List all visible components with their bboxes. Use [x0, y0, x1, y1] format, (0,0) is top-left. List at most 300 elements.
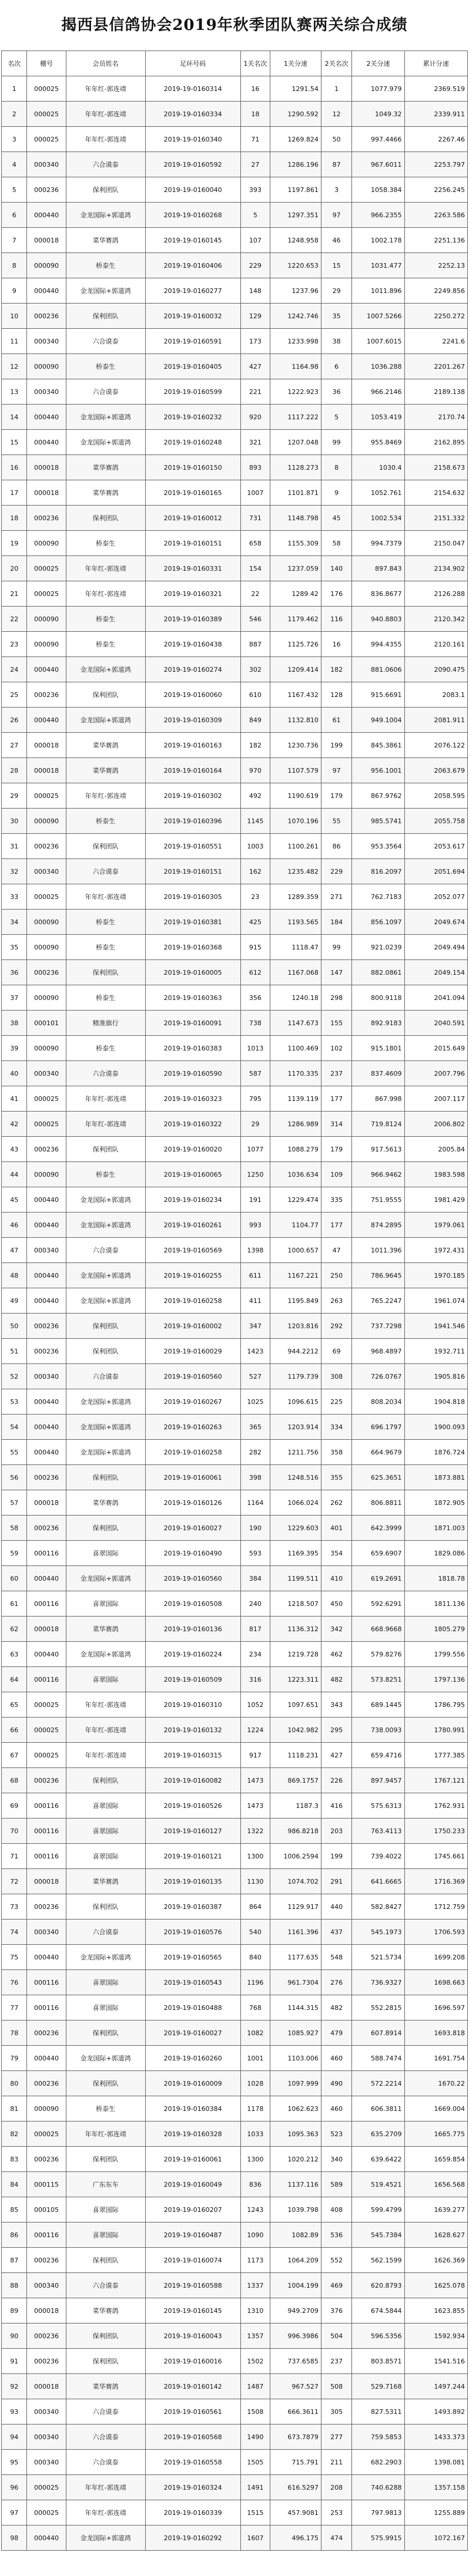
cell-round1-rank: 970: [240, 758, 270, 783]
cell-round2-rank: 253: [321, 2500, 352, 2526]
cell-round2-speed: 642.3999: [352, 1516, 404, 1541]
cell-total-speed: 2015.649: [404, 1036, 467, 1061]
table-row: [2, 2046, 468, 2071]
cell-rank: 25: [2, 682, 27, 708]
cell-round2-rank: 36: [321, 379, 352, 405]
cell-round2-speed: 1036.288: [352, 354, 404, 379]
cell-round1-speed: 1128.273: [270, 455, 321, 480]
cell-ring-no: 000340: [27, 2399, 66, 2425]
cell-round2-rank: 38: [321, 329, 352, 354]
cell-round1-rank: 173: [240, 329, 270, 354]
cell-round1-rank: 221: [240, 379, 270, 405]
cell-round1-rank: 365: [240, 1415, 270, 1440]
cell-round2-rank: 35: [321, 304, 352, 329]
cell-member: 金龙国际+郭道鸿: [66, 1389, 145, 1415]
cell-member: 年年红-郭连靖: [66, 2500, 145, 2526]
cell-ring-no: 000025: [27, 2122, 66, 2147]
table-row: [2, 2298, 468, 2324]
cell-total-speed: 1659.854: [404, 2147, 467, 2172]
cell-ring-no: 000236: [27, 960, 66, 985]
cell-total-speed: 1639.277: [404, 2197, 467, 2223]
cell-round2-rank: 8: [321, 455, 352, 480]
table-row: [2, 1440, 468, 1465]
cell-round2-rank: 99: [321, 430, 352, 455]
cell-round1-rank: 993: [240, 1213, 270, 1238]
cell-member: 保利团队: [66, 1339, 145, 1364]
cell-code: 2019-19-0160005: [145, 960, 240, 985]
cell-round1-rank: 154: [240, 556, 270, 581]
table-row: [2, 809, 468, 834]
cell-round2-speed: 897.9457: [352, 1768, 404, 1793]
table-row: [2, 1465, 468, 1490]
cell-ring-no: 000440: [27, 430, 66, 455]
cell-round1-rank: 427: [240, 354, 270, 379]
cell-round1-rank: 1145: [240, 809, 270, 834]
cell-round1-rank: 817: [240, 1617, 270, 1642]
cell-round2-rank: 416: [321, 1793, 352, 1819]
cell-round2-rank: 61: [321, 708, 352, 733]
cell-round1-speed: 1167.432: [270, 682, 321, 708]
cell-rank: 59: [2, 1541, 27, 1566]
cell-ring-no: 000025: [27, 1112, 66, 1137]
cell-member: 桥泰生: [66, 253, 145, 278]
cell-code: 2019-19-0160488: [145, 1995, 240, 2021]
cell-total-speed: 2076.122: [404, 733, 467, 758]
cell-code: 2019-19-0160061: [145, 2147, 240, 2172]
cell-round2-speed: 994.4355: [352, 632, 404, 657]
cell-code: 2019-19-0160334: [145, 102, 240, 127]
cell-member: 喜翠国际: [66, 1844, 145, 1869]
cell-round2-rank: 482: [321, 1995, 352, 2021]
cell-round1-speed: 1290.592: [270, 102, 321, 127]
cell-round2-rank: 358: [321, 1440, 352, 1465]
cell-round2-rank: 305: [321, 2399, 352, 2425]
cell-round1-rank: 795: [240, 1086, 270, 1112]
table-row: [2, 708, 468, 733]
table-row: [2, 935, 468, 960]
table-row: [2, 1743, 468, 1768]
header-round2-speed: 2关分速: [352, 51, 404, 76]
table-row: [2, 1869, 468, 1894]
cell-round1-speed: 1006.2594: [270, 1844, 321, 1869]
cell-rank: 9: [2, 278, 27, 304]
cell-round1-speed: 967.527: [270, 2374, 321, 2399]
cell-rank: 65: [2, 1692, 27, 1718]
cell-round2-rank: 308: [321, 1364, 352, 1389]
cell-round2-speed: 620.8793: [352, 2273, 404, 2298]
cell-round1-speed: 1233.998: [270, 329, 321, 354]
cell-total-speed: 1872.905: [404, 1490, 467, 1516]
cell-code: 2019-19-0160258: [145, 1440, 240, 1465]
cell-ring-no: 000440: [27, 1389, 66, 1415]
cell-round2-rank: 55: [321, 809, 352, 834]
cell-member: 保利团队: [66, 834, 145, 859]
cell-round1-speed: 1117.222: [270, 405, 321, 430]
cell-round1-rank: 1001: [240, 2046, 270, 2071]
cell-code: 2019-19-0160151: [145, 531, 240, 556]
cell-round1-rank: 234: [240, 1642, 270, 1667]
cell-rank: 44: [2, 1162, 27, 1187]
cell-round1-speed: 1062.623: [270, 2096, 321, 2122]
cell-rank: 33: [2, 884, 27, 910]
table-row: [2, 2526, 468, 2551]
cell-round2-speed: 740.6288: [352, 2475, 404, 2500]
cell-round2-rank: 276: [321, 1970, 352, 1995]
cell-round1-rank: 1028: [240, 2071, 270, 2096]
cell-rank: 63: [2, 1642, 27, 1667]
cell-ring-no: 000090: [27, 354, 66, 379]
cell-rank: 97: [2, 2500, 27, 2526]
cell-round2-speed: 837.4609: [352, 1061, 404, 1086]
cell-round2-speed: 881.0606: [352, 657, 404, 682]
cell-round1-speed: 1100.469: [270, 1036, 321, 1061]
cell-round2-rank: 116: [321, 607, 352, 632]
cell-member: 桥泰生: [66, 1162, 145, 1187]
cell-member: 菜华赛鸽: [66, 758, 145, 783]
cell-round1-rank: 1013: [240, 1036, 270, 1061]
table-row: [2, 2475, 468, 2500]
cell-code: 2019-19-0160302: [145, 783, 240, 809]
cell-round2-speed: 892.9183: [352, 1011, 404, 1036]
table-row: [2, 2374, 468, 2399]
cell-round2-speed: 1031.477: [352, 253, 404, 278]
cell-round2-speed: 956.1001: [352, 758, 404, 783]
cell-rank: 8: [2, 253, 27, 278]
page-title: 揭西县信鸽协会2019年秋季团队赛两关综合成绩: [61, 16, 408, 34]
cell-round1-rank: 23: [240, 884, 270, 910]
cell-code: 2019-19-0160387: [145, 1894, 240, 1920]
cell-member: 年年红-郭连靖: [66, 127, 145, 152]
cell-round2-speed: 639.6422: [352, 2147, 404, 2172]
cell-code: 2019-19-0160027: [145, 2021, 240, 2046]
table-row: [2, 1364, 468, 1389]
cell-code: 2019-19-0160232: [145, 405, 240, 430]
cell-member: 保利团队: [66, 2349, 145, 2374]
cell-round2-rank: 508: [321, 2374, 352, 2399]
table-row: [2, 1011, 468, 1036]
cell-round2-rank: 97: [321, 203, 352, 228]
cell-round1-rank: 347: [240, 1314, 270, 1339]
cell-round2-speed: 751.9555: [352, 1187, 404, 1213]
table-row: [2, 1819, 468, 1844]
cell-round2-speed: 588.7474: [352, 2046, 404, 2071]
cell-total-speed: 2369.519: [404, 76, 467, 102]
cell-member: 喜翠国际: [66, 2223, 145, 2248]
cell-round2-rank: 237: [321, 1061, 352, 1086]
cell-round2-rank: 46: [321, 228, 352, 253]
table-row: [2, 1162, 468, 1187]
table-row: [2, 657, 468, 682]
cell-round1-speed: 1220.653: [270, 253, 321, 278]
cell-rank: 28: [2, 758, 27, 783]
cell-total-speed: 1699.208: [404, 1945, 467, 1970]
cell-rank: 80: [2, 2071, 27, 2096]
cell-round1-speed: 1170.335: [270, 1061, 321, 1086]
cell-member: 六合谟泰: [66, 152, 145, 177]
cell-rank: 95: [2, 2450, 27, 2475]
cell-round1-rank: 849: [240, 708, 270, 733]
cell-rank: 34: [2, 910, 27, 935]
cell-code: 2019-19-0160142: [145, 2374, 240, 2399]
cell-code: 2019-19-0160438: [145, 632, 240, 657]
cell-round1-speed: 1203.816: [270, 1314, 321, 1339]
cell-code: 2019-19-0160016: [145, 2349, 240, 2374]
table-row: [2, 76, 468, 102]
cell-round1-rank: 129: [240, 304, 270, 329]
cell-round2-speed: 836.8677: [352, 581, 404, 607]
cell-round2-speed: 808.2034: [352, 1389, 404, 1415]
cell-rank: 21: [2, 581, 27, 607]
cell-round1-rank: 425: [240, 910, 270, 935]
cell-ring-no: 000090: [27, 2096, 66, 2122]
cell-ring-no: 000236: [27, 1768, 66, 1793]
table-row: [2, 2071, 468, 2096]
table-row: [2, 1112, 468, 1137]
cell-total-speed: 1818.78: [404, 1566, 467, 1591]
cell-member: 桥泰生: [66, 354, 145, 379]
cell-total-speed: 2250.272: [404, 304, 467, 329]
cell-round1-speed: 715.791: [270, 2450, 321, 2475]
cell-ring-no: 000440: [27, 1642, 66, 1667]
cell-member: 广东东车: [66, 2172, 145, 2197]
cell-ring-no: 000236: [27, 2324, 66, 2349]
cell-round2-speed: 867.998: [352, 1086, 404, 1112]
table-row: [2, 1415, 468, 1440]
cell-ring-no: 000236: [27, 2147, 66, 2172]
cell-total-speed: 2120.161: [404, 632, 467, 657]
cell-total-speed: 1357.158: [404, 2475, 467, 2500]
cell-round1-speed: 1199.511: [270, 1566, 321, 1591]
cell-ring-no: 000116: [27, 1995, 66, 2021]
cell-round2-rank: 295: [321, 1718, 352, 1743]
table-row: [2, 253, 468, 278]
cell-rank: 7: [2, 228, 27, 253]
table-row: [2, 1187, 468, 1213]
cell-member: 年年红-郭连靖: [66, 1086, 145, 1112]
cell-round2-speed: 641.6665: [352, 1869, 404, 1894]
cell-rank: 69: [2, 1793, 27, 1819]
cell-ring-no: 000440: [27, 708, 66, 733]
cell-round1-speed: 1190.619: [270, 783, 321, 809]
cell-round2-speed: 966.9462: [352, 1162, 404, 1187]
cell-round2-rank: 140: [321, 556, 352, 581]
cell-round1-speed: 1218.507: [270, 1591, 321, 1617]
cell-rank: 2: [2, 102, 27, 127]
cell-total-speed: 1669.004: [404, 2096, 467, 2122]
cell-code: 2019-19-0160126: [145, 1490, 240, 1516]
cell-ring-no: 000090: [27, 935, 66, 960]
cell-round1-speed: 1144.315: [270, 1995, 321, 2021]
cell-total-speed: 1979.061: [404, 1213, 467, 1238]
cell-ring-no: 000025: [27, 884, 66, 910]
cell-round1-rank: 527: [240, 1364, 270, 1389]
cell-member: 桥泰生: [66, 985, 145, 1011]
cell-round1-rank: 71: [240, 127, 270, 152]
cell-round1-speed: 1211.756: [270, 1440, 321, 1465]
table-row: [2, 581, 468, 607]
table-row: [2, 910, 468, 935]
cell-round2-rank: 552: [321, 2248, 352, 2273]
table-row: [2, 1086, 468, 1112]
cell-member: 金龙国际+郭道鸿: [66, 2046, 145, 2071]
cell-member: 菜华赛鸽: [66, 228, 145, 253]
cell-round2-speed: 1002.534: [352, 506, 404, 531]
table-row: [2, 1844, 468, 1869]
cell-round2-rank: 16: [321, 632, 352, 657]
cell-rank: 22: [2, 607, 27, 632]
cell-ring-no: 000018: [27, 480, 66, 506]
cell-ring-no: 000018: [27, 1490, 66, 1516]
cell-code: 2019-19-0160576: [145, 1920, 240, 1945]
cell-member: 桥泰生: [66, 2096, 145, 2122]
cell-member: 喜翠国际: [66, 1793, 145, 1819]
cell-code: 2019-19-0160255: [145, 1263, 240, 1288]
cell-round1-speed: 1161.396: [270, 1920, 321, 1945]
cell-member: 喜翠国际: [66, 2197, 145, 2223]
cell-code: 2019-19-0160248: [145, 430, 240, 455]
cell-code: 2019-19-0160224: [145, 1642, 240, 1667]
cell-total-speed: 1981.429: [404, 1187, 467, 1213]
cell-member: 六合谟泰: [66, 1920, 145, 1945]
table-row: [2, 1642, 468, 1667]
cell-rank: 94: [2, 2425, 27, 2450]
cell-member: 桥泰生: [66, 809, 145, 834]
cell-round1-speed: 1209.414: [270, 657, 321, 682]
cell-total-speed: 2081.911: [404, 708, 467, 733]
cell-code: 2019-19-0160508: [145, 1591, 240, 1617]
cell-round1-speed: 1104.77: [270, 1213, 321, 1238]
cell-round1-rank: 1515: [240, 2500, 270, 2526]
table-row: [2, 985, 468, 1011]
cell-code: 2019-19-0160328: [145, 2122, 240, 2147]
cell-round1-speed: 673.7879: [270, 2425, 321, 2450]
cell-round2-speed: 985.5741: [352, 809, 404, 834]
cell-round2-rank: 437: [321, 1920, 352, 1945]
cell-ring-no: 000236: [27, 506, 66, 531]
cell-round2-rank: 355: [321, 1465, 352, 1490]
cell-round2-rank: 271: [321, 884, 352, 910]
cell-rank: 19: [2, 531, 27, 556]
cell-ring-no: 000440: [27, 1440, 66, 1465]
cell-round1-speed: 1097.999: [270, 2071, 321, 2096]
results-table: [1, 50, 468, 2551]
cell-member: 六合谟泰: [66, 1238, 145, 1263]
table-row: [2, 1995, 468, 2021]
cell-member: 六合谟泰: [66, 1364, 145, 1389]
table-row: [2, 1617, 468, 1642]
cell-total-speed: 2058.595: [404, 783, 467, 809]
cell-ring-no: 000236: [27, 834, 66, 859]
cell-total-speed: 1932.711: [404, 1339, 467, 1364]
cell-round2-speed: 966.2355: [352, 203, 404, 228]
cell-round2-rank: 87: [321, 152, 352, 177]
cell-round1-speed: 496.175: [270, 2526, 321, 2551]
cell-rank: 96: [2, 2475, 27, 2500]
cell-round2-rank: 179: [321, 1137, 352, 1162]
cell-round2-rank: 208: [321, 2475, 352, 2500]
cell-round2-rank: 47: [321, 1238, 352, 1263]
cell-code: 2019-19-0160339: [145, 2500, 240, 2526]
cell-round2-rank: 460: [321, 2096, 352, 2122]
cell-round1-speed: 1039.798: [270, 2197, 321, 2223]
cell-round1-speed: 1000.657: [270, 1238, 321, 1263]
cell-round1-speed: 1269.824: [270, 127, 321, 152]
cell-ring-no: 000025: [27, 2500, 66, 2526]
cell-ring-no: 000340: [27, 329, 66, 354]
cell-total-speed: 1762.931: [404, 1793, 467, 1819]
cell-round1-speed: 1096.615: [270, 1389, 321, 1415]
cell-code: 2019-19-0160310: [145, 1692, 240, 1718]
cell-member: 年年红-郭连靖: [66, 1692, 145, 1718]
cell-round1-rank: 191: [240, 1187, 270, 1213]
cell-code: 2019-19-0160260: [145, 2046, 240, 2071]
table-row: [2, 203, 468, 228]
cell-round1-speed: 1167.068: [270, 960, 321, 985]
cell-ring-no: 000236: [27, 1137, 66, 1162]
cell-round1-speed: 1137.116: [270, 2172, 321, 2197]
cell-member: 年年红-郭连靖: [66, 2122, 145, 2147]
cell-round2-speed: 1007.6015: [352, 329, 404, 354]
cell-total-speed: 2126.288: [404, 581, 467, 607]
cell-member: 金龙国际+郭道鸿: [66, 1642, 145, 1667]
cell-code: 2019-19-0160405: [145, 354, 240, 379]
cell-rank: 90: [2, 2324, 27, 2349]
cell-round2-speed: 664.9679: [352, 1440, 404, 1465]
cell-round2-rank: 343: [321, 1692, 352, 1718]
cell-round2-rank: 99: [321, 935, 352, 960]
cell-round2-rank: 263: [321, 1288, 352, 1314]
cell-round2-rank: 427: [321, 1743, 352, 1768]
cell-round2-speed: 1077.979: [352, 76, 404, 102]
cell-ring-no: 000116: [27, 1591, 66, 1617]
cell-rank: 58: [2, 1516, 27, 1541]
cell-rank: 64: [2, 1667, 27, 1692]
cell-round2-rank: 342: [321, 1617, 352, 1642]
cell-round1-rank: 384: [240, 1566, 270, 1591]
cell-rank: 41: [2, 1086, 27, 1112]
table-row: [2, 379, 468, 405]
cell-ring-no: 000340: [27, 1061, 66, 1086]
cell-round2-speed: 856.1097: [352, 910, 404, 935]
cell-code: 2019-19-0160384: [145, 2096, 240, 2122]
cell-ring-no: 000236: [27, 2248, 66, 2273]
table-row: [2, 2197, 468, 2223]
cell-code: 2019-19-0160207: [145, 2197, 240, 2223]
cell-round2-rank: 102: [321, 1036, 352, 1061]
cell-member: 金龙国际+郭道鸿: [66, 278, 145, 304]
cell-round2-speed: 674.5844: [352, 2298, 404, 2324]
cell-member: 保利团队: [66, 1314, 145, 1339]
table-row: [2, 2021, 468, 2046]
header-total-speed: 累计分速: [404, 51, 467, 76]
cell-code: 2019-19-0160261: [145, 1213, 240, 1238]
cell-round2-rank: 199: [321, 733, 352, 758]
cell-code: 2019-19-0160164: [145, 758, 240, 783]
cell-code: 2019-19-0160060: [145, 682, 240, 708]
cell-member: 六合谟泰: [66, 859, 145, 884]
cell-code: 2019-19-0160396: [145, 809, 240, 834]
cell-round2-rank: 262: [321, 1490, 352, 1516]
cell-ring-no: 000236: [27, 2349, 66, 2374]
table-row: [2, 1213, 468, 1238]
table-row: [2, 2425, 468, 2450]
table-row: [2, 733, 468, 758]
cell-rank: 31: [2, 834, 27, 859]
cell-total-speed: 2052.077: [404, 884, 467, 910]
cell-round1-speed: 1237.059: [270, 556, 321, 581]
table-row: [2, 1288, 468, 1314]
cell-rank: 45: [2, 1187, 27, 1213]
